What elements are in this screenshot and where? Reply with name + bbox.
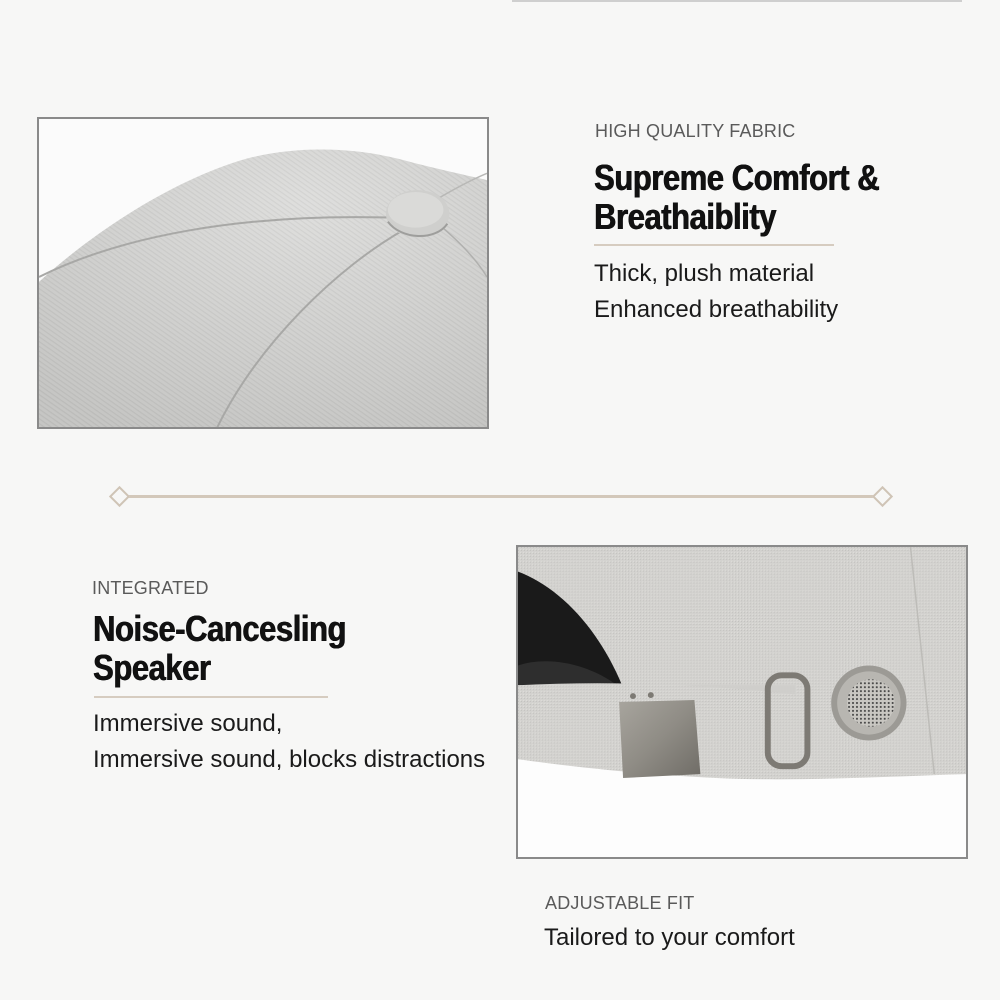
fit-body	[544, 920, 795, 956]
cap-crown-image	[39, 119, 487, 427]
fabric-body	[594, 256, 838, 328]
speaker-headline	[93, 609, 346, 687]
fit-body-line-1: Tailored to your comfort	[544, 924, 795, 951]
speaker-body	[93, 706, 485, 778]
fabric-body-line-2: Enhanced breathability	[594, 296, 839, 323]
section-divider	[110, 487, 892, 505]
top-divider	[512, 0, 962, 2]
fabric-eyebrow: HIGH QUALITY FABRIC	[595, 121, 796, 141]
divider-line	[124, 495, 878, 498]
diamond-right-icon	[872, 486, 893, 507]
diamond-left-icon	[109, 486, 130, 507]
fit-eyebrow: ADJUSTABLE FIT	[545, 893, 695, 913]
fabric-headline-underline	[594, 244, 834, 246]
cap-back-image	[518, 547, 966, 857]
speaker-eyebrow: INTEGRATED	[92, 578, 209, 598]
fabric-body-line-1: Thick, plush material	[594, 260, 815, 287]
fabric-headline-line-2: Breathaiblity	[594, 196, 776, 237]
speaker-headline-line-2: Speaker	[93, 647, 211, 688]
fabric-headline	[594, 158, 879, 236]
fabric-headline-line-1: Supreme Comfort &	[594, 157, 880, 198]
speaker-headline-line-1: Noise-Cancesling	[93, 608, 346, 649]
cap-crown-photo	[37, 117, 489, 429]
cap-back-photo	[516, 545, 968, 859]
speaker-body-line-2: Immersive sound, blocks distractions	[93, 746, 486, 773]
speaker-headline-underline	[94, 696, 328, 698]
speaker-body-line-1: Immersive sound,	[93, 710, 283, 737]
